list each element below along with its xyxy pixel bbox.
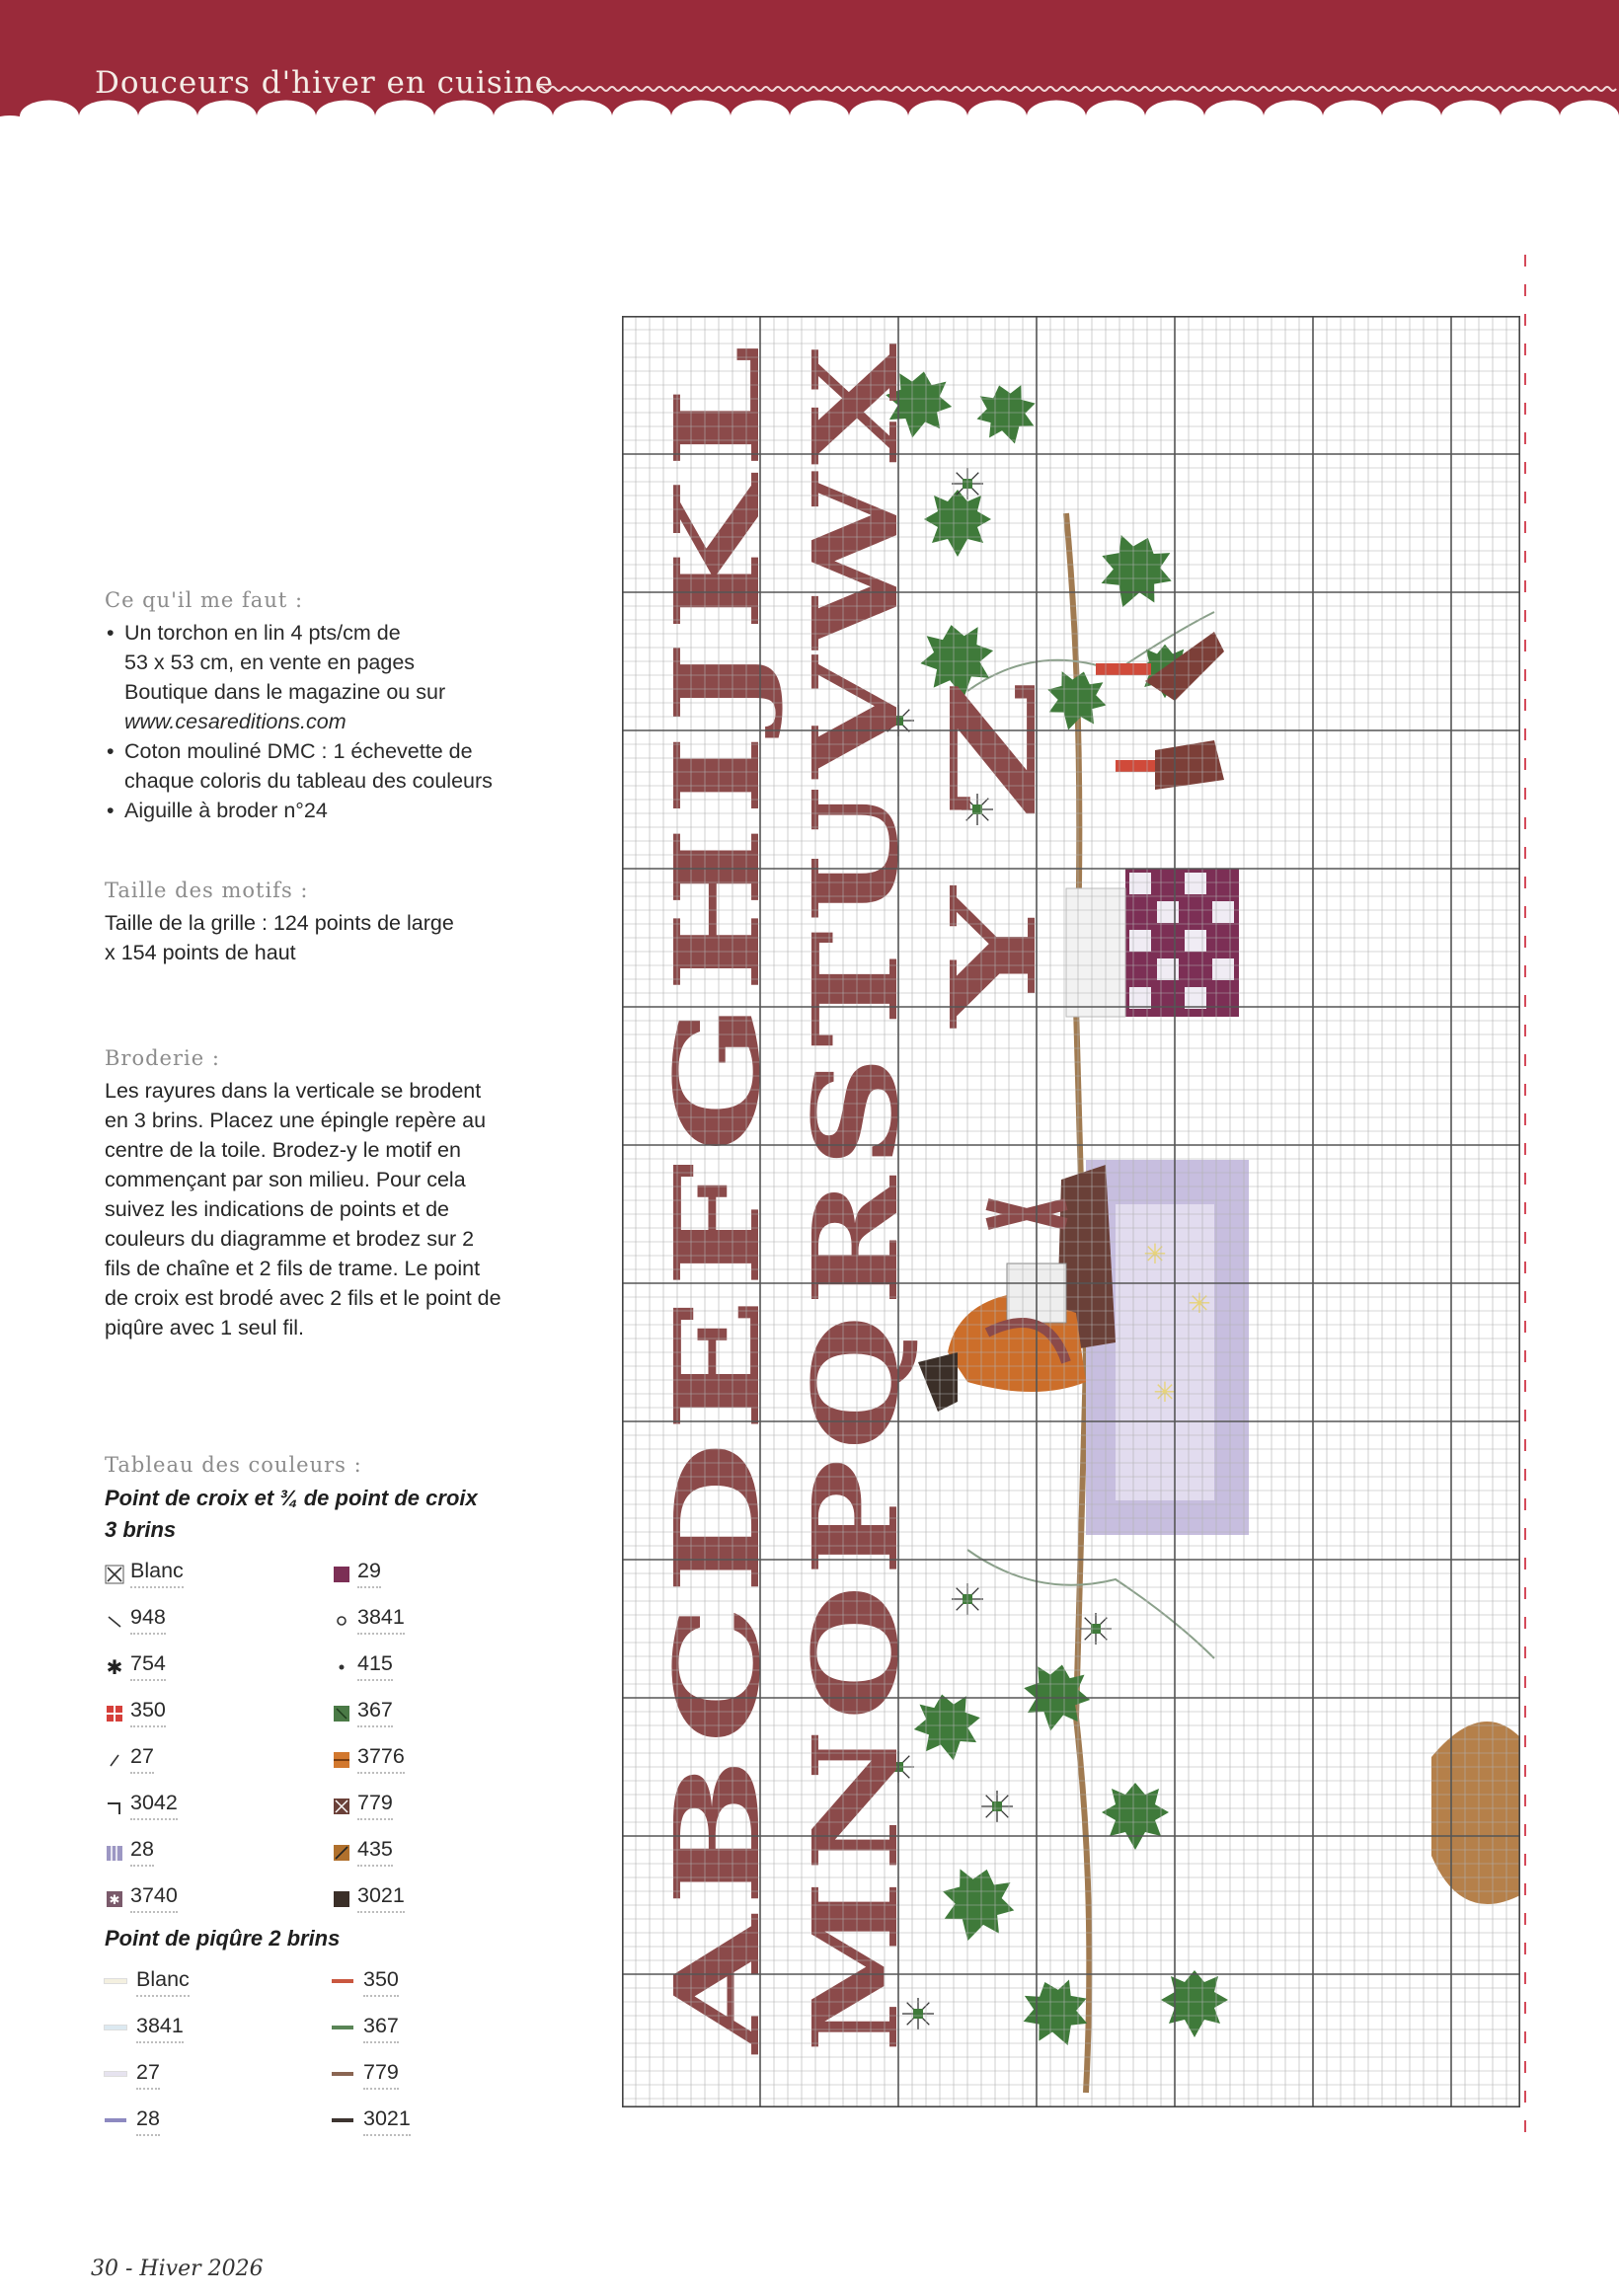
legend-label: 415 (357, 1648, 393, 1681)
backslash-icon (105, 1609, 124, 1629)
cross-stitch-strands: 3 brins (105, 1517, 177, 1542)
backstitch-item-3841 (105, 2011, 332, 2043)
embroidery-section (105, 1046, 549, 1342)
legend-item-3776 (332, 1741, 549, 1774)
embroidery-title: Broderie : (105, 1046, 220, 1070)
line-swatch-icon (332, 1979, 353, 1983)
legend-label: 350 (363, 1964, 399, 1997)
size-title: Taille des motifs : (105, 879, 309, 902)
legend-label: 367 (357, 1695, 393, 1727)
legend-item-28 (105, 1834, 332, 1867)
color-table-title: Tableau des couleurs : (105, 1453, 362, 1477)
line-swatch-icon (105, 2026, 126, 2029)
hatched-panel (1066, 888, 1125, 1017)
materials-title: Ce qu'il me faut : (105, 588, 304, 612)
svg-text:✱: ✱ (106, 1656, 123, 1677)
legend-item-754 (105, 1648, 332, 1681)
materials-section (105, 588, 549, 825)
legend-item-367 (332, 1695, 549, 1727)
checked-cell (1212, 958, 1234, 980)
brown-x-icon (332, 1795, 351, 1814)
materials-item-3: • Aiguille à broder n°24 (105, 796, 549, 825)
legend-item-29 (332, 1556, 549, 1588)
line-swatch-icon (332, 2118, 353, 2122)
legend-label: 27 (136, 2057, 160, 2090)
page-footer (91, 2257, 264, 2281)
legend-item-779 (332, 1788, 549, 1820)
line-swatch-icon (105, 2118, 126, 2122)
color-table-section (105, 1453, 549, 2136)
backstitch-item-27 (105, 2057, 332, 2090)
legend-label: 350 (130, 1695, 166, 1727)
legend-label: 28 (136, 2104, 160, 2136)
backstitch-item-28 (105, 2104, 332, 2136)
checked-cell (1129, 930, 1151, 952)
embroidery-text: Les rayures dans la verticale se brodent en 3 brins. Placez une épingle repère au centre de la toile. Brodez-y le motif en commençant par son milieu. Pour cela suivez les indications de points et de couleurs du diagramme et brodez sur 2 fils de chaîne et 2 fils de trame. Le point de croix est brodé avec 2 fils et le point de piqûre avec 1 seul fil. (105, 1079, 501, 1339)
page-number: 30 - (91, 2257, 133, 2281)
snowflake-center (992, 1801, 1002, 1811)
legend-label: 3841 (136, 2011, 184, 2043)
issue-name: Hiver 2026 (139, 2257, 264, 2281)
legend-label: 27 (130, 1741, 154, 1774)
cross-stitch-title: Point de croix et ¾ de point de croix (105, 1486, 478, 1510)
dark-purple-icon (105, 1887, 124, 1907)
star-icon: ✳ (1153, 1376, 1177, 1409)
legend-item-3021 (332, 1880, 549, 1913)
materials-item-2: • Coton mouliné DMC : 1 échevette de chaque coloris du tableau des couleurs (105, 736, 549, 796)
legend-label: 779 (357, 1788, 393, 1820)
checked-cell (1185, 930, 1206, 952)
bars-icon (105, 1841, 124, 1861)
dot-icon (332, 1655, 351, 1675)
line-swatch-icon (332, 2026, 353, 2029)
berries (1096, 663, 1151, 675)
backstitch-item-367 (332, 2011, 549, 2043)
asterisk-icon (105, 1655, 124, 1675)
legend-label: 28 (130, 1834, 154, 1867)
checked-cell (1129, 987, 1151, 1009)
orange-bar-icon (332, 1748, 351, 1768)
legend-label: 754 (130, 1648, 166, 1681)
checked-cell (1212, 901, 1234, 923)
legend-label: Blanc (130, 1556, 184, 1588)
star-icon: ✳ (1143, 1238, 1167, 1270)
legend-item-415 (332, 1648, 549, 1681)
backstitch-item-350 (332, 1964, 549, 1997)
legend-item-948 (105, 1602, 332, 1635)
backstitch-item-3021 (332, 2104, 549, 2136)
legend-label: 948 (130, 1602, 166, 1635)
legend-item-3042 (105, 1788, 332, 1820)
backstitch-item-779 (332, 2057, 549, 2090)
checked-cell (1185, 987, 1206, 1009)
legend-label: 3042 (130, 1788, 178, 1820)
cross-stitch-chart (622, 316, 1520, 2107)
legend-label: 3841 (357, 1602, 405, 1635)
star-icon: ✳ (1188, 1287, 1211, 1320)
corner-icon (105, 1795, 124, 1814)
legend-label: 779 (363, 2057, 399, 2090)
check-icon (105, 1748, 124, 1768)
header-band (0, 0, 1619, 148)
line-swatch-icon (332, 2072, 353, 2076)
green-square-icon (332, 1702, 351, 1722)
legend-item-blanc (105, 1556, 332, 1588)
fold-line (1524, 255, 1526, 2142)
x-box-icon (105, 1563, 124, 1582)
alphabet-letters: ABCDEFGHIJKL (649, 923, 786, 2053)
nest-shape (1431, 1722, 1520, 1904)
legend-label: 3021 (357, 1880, 405, 1913)
snowflake-cross (981, 1791, 1013, 1822)
legend-label: 3740 (130, 1880, 178, 1913)
plus-red-icon (105, 1702, 124, 1722)
header-title: Douceurs d'hiver en cuisine (95, 65, 555, 101)
legend-item-350 (105, 1695, 332, 1727)
plum-square-icon (332, 1563, 351, 1582)
legend-item-27 (105, 1741, 332, 1774)
legend-label: 3021 (363, 2104, 411, 2136)
size-line-2: x 154 points de haut (105, 941, 296, 964)
berries (1116, 760, 1155, 772)
checked-cell (1129, 873, 1151, 894)
legend-label: 435 (357, 1834, 393, 1867)
line-swatch-icon (105, 1979, 126, 1983)
alphabet-letters: YZ (925, 779, 1062, 1027)
materials-item-1: • Un torchon en lin 4 pts/cm de 53 x 53 cm, en vente en pages Boutique dans le magazine ou sur www.cesareditions.com (105, 618, 549, 736)
line-swatch-icon (105, 2072, 126, 2076)
size-line-1: Taille de la grille : 124 points de large (105, 911, 454, 935)
circle-dot-icon (332, 1609, 351, 1629)
svg-text:✱: ✱ (109, 1892, 120, 1908)
legend-label: 3776 (357, 1741, 405, 1774)
dark-square-icon (332, 1887, 351, 1907)
legend-item-3740 (105, 1880, 332, 1913)
legend-label: Blanc (136, 1964, 190, 1997)
legend-label: 367 (363, 2011, 399, 2043)
checked-cell (1185, 873, 1206, 894)
cross-stitch-legend (105, 1556, 549, 1913)
alphabet-letters: MNOPQRSTUVWX (787, 775, 924, 2053)
website-link[interactable]: www.cesareditions.com (124, 710, 347, 733)
backstitch-title: Point de piqûre 2 brins (105, 1926, 341, 1951)
backstitch-item-blanc (105, 1964, 332, 1997)
legend-label: 29 (357, 1556, 381, 1588)
backstitch-legend (105, 1964, 549, 2136)
legend-item-3841 (332, 1602, 549, 1635)
legend-item-435 (332, 1834, 549, 1867)
size-section (105, 879, 549, 967)
tan-slash-icon (332, 1841, 351, 1861)
